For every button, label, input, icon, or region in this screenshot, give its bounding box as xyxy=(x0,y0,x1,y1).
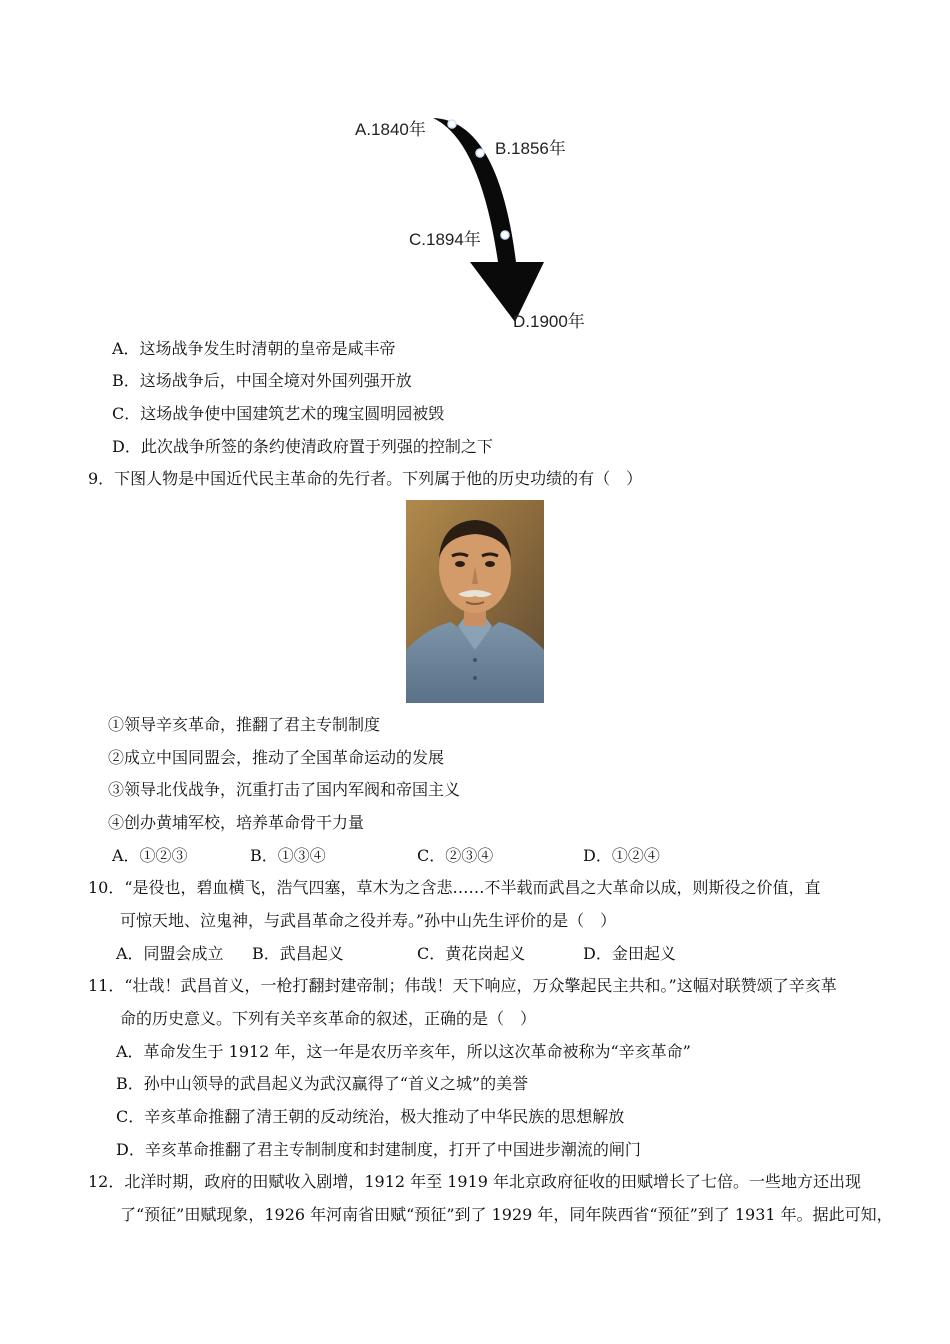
q10-option-c: C．黄花岗起义 xyxy=(417,944,526,963)
timeline-point-a xyxy=(448,120,456,128)
q12-stem-line2: 了“预征”田赋现象，1926 年河南省田赋“预征”到了 1929 年，同年陕西省“预征”到了 1931 年。据此可知， xyxy=(120,1205,893,1224)
q10-option-d: D．金田起义 xyxy=(583,944,676,963)
timeline-label-b: B.1856年 xyxy=(495,139,566,158)
q10-stem-line1: 10．“是役也，碧血横飞，浩气四塞，草木为之含悲……不半载而武昌之大革命以成，则斯役之价值，直 xyxy=(88,878,821,897)
q10-option-b: B．武昌起义 xyxy=(252,944,344,963)
q10-option-a: A．同盟会成立 xyxy=(116,944,224,963)
q9-option-d: D．①②④ xyxy=(583,846,660,865)
q9-option-c: C．②③④ xyxy=(417,846,494,865)
timeline-figure xyxy=(340,100,620,335)
q9-option-a: A．①②③ xyxy=(112,846,188,865)
q12-stem-line1: 12．北洋时期，政府的田赋收入剧增，1912 年至 1919 年北京政府征收的田赋增长了七倍。一些地方还出现 xyxy=(88,1172,862,1191)
q8-option-a: A．这场战争发生时清朝的皇帝是咸丰帝 xyxy=(112,339,396,358)
q9-item-3: ③领导北伐战争，沉重打击了国内军阀和帝国主义 xyxy=(108,780,461,799)
q9-option-b: B．①③④ xyxy=(250,846,326,865)
q11-option-a: A．革命发生于 1912 年，这一年是农历辛亥年，所以这次革命被称为“辛亥革命” xyxy=(116,1042,691,1061)
timeline-label-c: C.1894年 xyxy=(409,230,481,249)
portrait-photo xyxy=(406,500,544,703)
q10-stem-line2: 可惊天地、泣鬼神，与武昌革命之役并寿。”孙中山先生评价的是（ ） xyxy=(120,911,617,930)
timeline-point-b xyxy=(476,149,484,157)
q9-item-4: ④创办黄埔军校，培养革命骨干力量 xyxy=(108,813,365,832)
q11-option-c: C．辛亥革命推翻了清王朝的反动统治，极大推动了中华民族的思想解放 xyxy=(116,1107,625,1126)
q11-stem-line1: 11．“壮哉！武昌首义，一枪打翻封建帝制；伟哉！天下响应，万众擎起民主共和。”这幅对联赞颂了辛亥革 xyxy=(88,976,837,995)
q11-option-d: D．辛亥革命推翻了君主专制制度和封建制度，打开了中国进步潮流的闸门 xyxy=(116,1140,641,1159)
q9-stem: 9．下图人物是中国近代民主革命的先行者。下列属于他的历史功绩的有（ ） xyxy=(88,469,643,488)
q8-option-d: D．此次战争所签的条约使清政府置于列强的控制之下 xyxy=(112,437,493,456)
q8-option-c: C．这场战争使中国建筑艺术的瑰宝圆明园被毁 xyxy=(112,404,445,423)
timeline-point-c xyxy=(501,231,509,239)
q8-option-b: B．这场战争后，中国全境对外国列强开放 xyxy=(112,371,412,390)
q9-item-1: ①领导辛亥革命，推翻了君主专制制度 xyxy=(108,715,381,734)
q11-option-b: B．孙中山领导的武昌起义为武汉赢得了“首义之城”的美誉 xyxy=(116,1074,529,1093)
timeline-label-d: D.1900年 xyxy=(513,312,585,331)
q9-item-2: ②成立中国同盟会，推动了全国革命运动的发展 xyxy=(108,748,445,767)
timeline-label-a: A.1840年 xyxy=(355,120,426,139)
q11-stem-line2: 命的历史意义。下列有关辛亥革命的叙述，正确的是（ ） xyxy=(120,1009,537,1028)
